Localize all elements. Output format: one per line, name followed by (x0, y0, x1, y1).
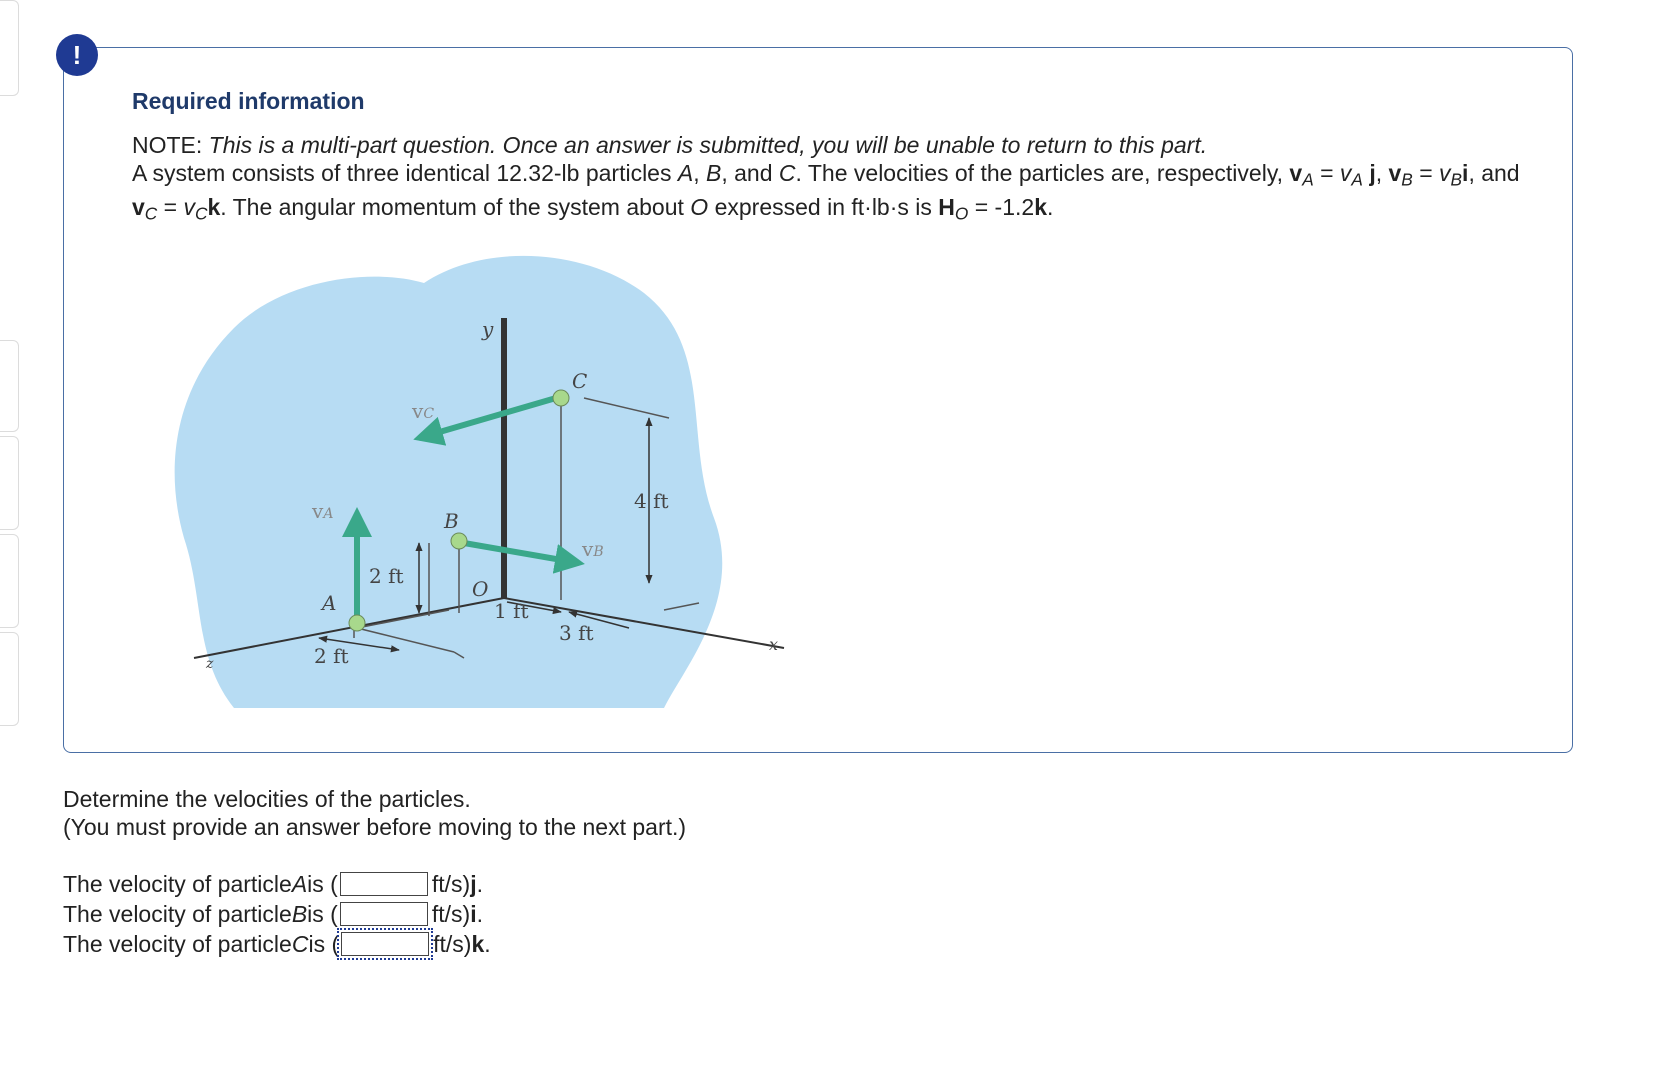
figure-background (175, 256, 723, 708)
label-o: O (472, 577, 489, 601)
particle-system-figure (124, 238, 779, 763)
question-prompt (63, 785, 686, 841)
velocity-b-input[interactable] (340, 902, 428, 926)
particle-b (451, 533, 467, 549)
figure-svg (124, 238, 779, 758)
required-information-box (63, 47, 1573, 753)
problem-statement (132, 131, 1532, 228)
label-3ft: 3 ft (559, 621, 594, 645)
label-c: C (572, 369, 588, 393)
statement-line: A system consists of three identical 12.32-lb particles A, B, and C. The velocities of the particles are, respectively, $v_A = v_A$ j, $v_B = v_Bi$, and $v_C = v_Ck$. The angular momentum of the system about O expressed in ft·lb·s is $H_O = -1.2k$. (132, 160, 1520, 224)
velocity-c-input[interactable] (341, 932, 429, 956)
label-y: y (482, 317, 494, 341)
answer-row-b: The velocity of particle B is ( ft/s) i . (63, 901, 483, 927)
label-va: vA (312, 499, 334, 523)
label-z: z (206, 656, 214, 672)
particle-c (553, 390, 569, 406)
velocity-a-input[interactable] (340, 872, 428, 896)
side-tab (0, 340, 19, 432)
side-tab (0, 0, 19, 96)
side-tab (0, 436, 19, 530)
question-line: Determine the velocities of the particles. (63, 786, 471, 812)
answer-row-a: The velocity of particle A is ( ft/s) j . (63, 871, 483, 897)
label-vb: vB (582, 537, 604, 561)
side-tab (0, 632, 19, 726)
label-1ft: 1 ft (494, 599, 529, 623)
particle-a (349, 615, 365, 631)
label-2ft-vert: 2 ft (369, 564, 404, 588)
label-4ft: 4 ft (634, 489, 669, 513)
answer-section (63, 869, 491, 959)
label-x: x (769, 635, 779, 654)
answer-row-c: The velocity of particle C is ( ft/s) k . (63, 931, 491, 957)
side-tab (0, 534, 19, 628)
label-vc: vC (412, 399, 435, 423)
label-a: A (322, 591, 337, 615)
label-b: B (444, 509, 459, 533)
question-note: (You must provide an answer before moving to the next part.) (63, 814, 687, 840)
note-line: NOTE: This is a multi-part question. Once an answer is submitted, you will be unable to return to this part. (132, 132, 1208, 158)
required-information-title: Required information (132, 88, 365, 114)
exclamation-icon: ! (56, 34, 98, 76)
label-2ft-horiz: 2 ft (314, 644, 349, 668)
